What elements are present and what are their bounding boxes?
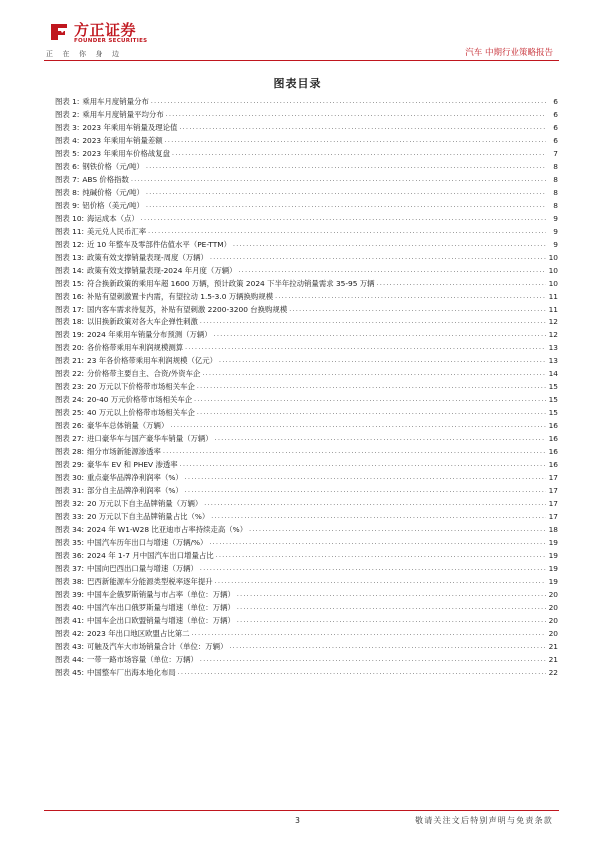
toc-entry-label [55, 187, 144, 200]
toc-figure-number: 图表 45: [55, 667, 85, 677]
toc-entry[interactable] [55, 472, 558, 485]
toc-dot-leader [141, 213, 546, 226]
toc-figure-title: 20 万元以下自主品牌销量（万辆） [87, 499, 203, 509]
toc-figure-number: 图表 21: [55, 356, 85, 366]
toc-dot-leader [237, 602, 546, 615]
toc-figure-title: 2024 年 1-7 月中国汽车出口增量占比 [87, 550, 214, 560]
toc-entry-label [55, 226, 146, 239]
toc-figure-number: 图表 15: [55, 278, 85, 288]
toc-entry[interactable] [55, 589, 558, 602]
toc-figure-number: 图表 19: [55, 330, 85, 340]
toc-figure-number: 图表 8: [55, 187, 80, 197]
toc-figure-number: 图表 14: [55, 265, 85, 275]
toc-figure-number: 图表 18: [55, 317, 85, 327]
toc-dot-leader [215, 576, 546, 589]
toc-page-number: 8 [553, 200, 558, 210]
toc-page-number: 9 [553, 213, 558, 223]
toc-dot-leader [197, 381, 546, 394]
founder-logo-icon [48, 20, 70, 42]
toc-dot-leader [233, 239, 546, 252]
toc-entry-label [55, 278, 375, 291]
toc-figure-number: 图表 23: [55, 382, 85, 392]
toc-entry[interactable] [55, 226, 558, 239]
toc-figure-title: 2023 年出口地区欧盟占比第二 [87, 628, 190, 638]
toc-figure-title: 补贴有望刺激置卡内需，有望拉动 1.5-3.0 万辆换购规模 [87, 291, 274, 301]
toc-entry[interactable] [55, 252, 558, 265]
toc-figure-title: 海运成本（点） [87, 213, 139, 223]
toc-dot-leader [204, 498, 546, 511]
toc-entry-label [55, 200, 144, 213]
toc-entry[interactable] [55, 135, 558, 148]
toc-figure-number: 图表 13: [55, 252, 85, 262]
toc-entry[interactable] [55, 420, 558, 433]
toc-entry[interactable] [55, 304, 558, 317]
toc-figure-title: 一带一路市场容量（单位：万辆） [87, 654, 198, 664]
toc-dot-leader [239, 265, 547, 278]
toc-entry-label [55, 667, 176, 680]
toc-entry-label [55, 304, 287, 317]
toc-figure-number: 图表 9: [55, 200, 80, 210]
toc-figure-number: 图表 16: [55, 291, 85, 301]
toc-figure-number: 图表 5: [55, 148, 80, 158]
toc-entry-label [55, 602, 235, 615]
toc-entry[interactable] [55, 628, 558, 641]
toc-page-number: 21 [548, 654, 558, 664]
toc-page-number: 15 [548, 408, 558, 418]
toc-figure-number: 图表 2: [55, 109, 80, 119]
toc-dot-leader [146, 161, 546, 174]
toc-entry-label [55, 381, 195, 394]
toc-figure-number: 图表 4: [55, 135, 80, 145]
footer-divider [44, 810, 559, 811]
toc-entry-label [55, 459, 178, 472]
toc-entry[interactable] [55, 394, 558, 407]
toc-dot-leader [237, 589, 546, 602]
toc-entry-label [55, 537, 207, 550]
toc-entry-label [55, 511, 209, 524]
toc-entry-label [55, 641, 227, 654]
toc-entry[interactable] [55, 511, 558, 524]
toc-figure-title: 铝价格（美元/吨） [82, 200, 144, 210]
toc-entry-label [55, 576, 213, 589]
toc-dot-leader [275, 291, 546, 304]
toc-figure-title: 国内客车需求待复苏，补贴有望刺激 2200-3200 台换购规模 [87, 304, 288, 314]
toc-page-number: 16 [548, 434, 558, 444]
toc-entry[interactable] [55, 161, 558, 174]
toc-page-number: 9 [553, 226, 558, 236]
toc-entry-label [55, 239, 231, 252]
toc-figure-number: 图表 17: [55, 304, 85, 314]
logo-chinese-text: 方正证券 [74, 21, 137, 39]
toc-dot-leader [185, 342, 546, 355]
toc-figure-number: 图表 20: [55, 343, 85, 353]
toc-figure-title: 20 万元以下价格带市场相关车企 [87, 382, 195, 392]
toc-entry[interactable] [55, 122, 558, 135]
toc-page-number: 14 [548, 369, 558, 379]
toc-entry[interactable] [55, 316, 558, 329]
toc-dot-leader [197, 407, 546, 420]
toc-page-number: 19 [548, 576, 558, 586]
toc-entry[interactable] [55, 148, 558, 161]
toc-entry[interactable] [55, 563, 558, 576]
toc-figure-number: 图表 6: [55, 161, 80, 171]
toc-dot-leader [210, 252, 546, 265]
toc-figure-title: 20-40 万元价格带市场相关车企 [87, 395, 193, 405]
toc-page-number: 10 [548, 265, 558, 275]
toc-entry[interactable] [55, 200, 558, 213]
toc-page-number: 21 [548, 641, 558, 651]
toc-figure-number: 图表 26: [55, 421, 85, 431]
toc-figure-title: 乘用车月度销量平均分布 [82, 109, 164, 119]
toc-figure-title: 豪华车总体销量（万辆） [87, 421, 169, 431]
toc-entry-label [55, 420, 168, 433]
toc-entry[interactable] [55, 550, 558, 563]
toc-dot-leader [249, 524, 546, 537]
toc-entry[interactable] [55, 667, 558, 680]
toc-figure-number: 图表 39: [55, 589, 85, 599]
toc-figure-number: 图表 29: [55, 460, 85, 470]
toc-dot-leader [200, 654, 546, 667]
toc-entry-label [55, 213, 139, 226]
toc-dot-leader [148, 226, 546, 239]
toc-entry[interactable] [55, 239, 558, 252]
toc-entry[interactable] [55, 446, 558, 459]
toc-page-number: 20 [548, 589, 558, 599]
toc-entry[interactable] [55, 433, 558, 446]
toc-entry-label [55, 550, 214, 563]
toc-dot-leader [178, 667, 546, 680]
toc-figure-title: 纯碱价格（元/吨） [82, 187, 144, 197]
toc-entry-label [55, 394, 192, 407]
toc-figure-number: 图表 42: [55, 628, 85, 638]
toc-entry[interactable] [55, 524, 558, 537]
toc-entry-label [55, 368, 200, 381]
toc-page-number: 6 [553, 135, 558, 145]
toc-entry-label [55, 472, 183, 485]
toc-figure-title: 2023 年乘用车销量差额 [82, 135, 163, 145]
toc-figure-title: 各价格带乘用车利润规模测算 [87, 343, 184, 353]
toc-entry-label [55, 615, 235, 628]
toc-entry[interactable] [55, 291, 558, 304]
disclaimer-text: 敬请关注文后特别声明与免责条款 [415, 816, 553, 825]
toc-figure-title: 部分自主品牌净利润率（%） [87, 486, 183, 496]
toc-page-number: 10 [548, 278, 558, 288]
toc-dot-leader [146, 187, 546, 200]
toc-entry-label [55, 96, 149, 109]
toc-page-number: 13 [548, 343, 558, 353]
toc-figure-title: 乘用车月度销量分布 [82, 97, 149, 106]
toc-dot-leader [172, 148, 546, 161]
toc-page-number: 9 [553, 239, 558, 249]
toc-dot-leader [216, 550, 546, 563]
logo-english-text: FOUNDER SECURITIES [74, 38, 148, 44]
toc-entry[interactable] [55, 213, 558, 226]
toc-figure-title: 2023 年乘用车销量及理论值 [82, 122, 178, 132]
toc-figure-title: 美元兑人民币汇率 [87, 226, 147, 236]
toc-entry[interactable] [55, 654, 558, 667]
toc-entry[interactable] [55, 602, 558, 615]
toc-entry-label [55, 342, 183, 355]
toc-figure-number: 图表 33: [55, 512, 85, 521]
toc-figure-title: 2024 年乘用车销量分布预测（万辆） [87, 330, 212, 340]
page-header [0, 0, 595, 62]
toc-entry[interactable] [55, 381, 558, 394]
toc-figure-title: 重点豪华品牌净利润率（%） [87, 473, 183, 483]
toc-page-number: 20 [548, 602, 558, 612]
toc-page-number: 11 [548, 291, 558, 301]
toc-entry[interactable] [55, 537, 558, 550]
toc-figure-number: 图表 30: [55, 473, 85, 483]
toc-page-number: 7 [553, 148, 558, 158]
toc-figure-number: 图表 7: [55, 174, 80, 184]
toc-figure-title: 巴西新能源车分能源类型税率逐年提升 [87, 576, 213, 586]
toc-page-number: 6 [553, 109, 558, 119]
toc-entry-label [55, 148, 170, 161]
toc-dot-leader [377, 278, 546, 291]
toc-figure-number: 图表 44: [55, 654, 85, 664]
figure-list [55, 96, 558, 680]
toc-entry[interactable] [55, 641, 558, 654]
toc-dot-leader [289, 304, 546, 317]
toc-figure-number: 图表 22: [55, 369, 85, 379]
toc-figure-title: 中国汽车历年出口与增速（万辆/%） [87, 537, 208, 547]
toc-figure-title: 钢铁价格（元/吨） [82, 161, 144, 171]
toc-entry-label [55, 498, 202, 511]
toc-dot-leader [229, 641, 546, 654]
toc-page-number: 8 [553, 174, 558, 184]
toc-entry[interactable] [55, 187, 558, 200]
toc-page-number: 8 [553, 161, 558, 171]
toc-figure-number: 图表 41: [55, 615, 85, 625]
toc-page-number: 15 [548, 382, 558, 392]
toc-page-number: 20 [548, 615, 558, 625]
toc-entry-label [55, 109, 164, 122]
toc-entry-label [55, 122, 177, 135]
toc-entry-label [55, 329, 212, 342]
toc-dot-leader [237, 615, 546, 628]
toc-dot-leader [163, 446, 546, 459]
toc-dot-leader [192, 628, 547, 641]
toc-figure-number: 图表 12: [55, 239, 85, 249]
toc-figure-title: 以旧换新政策对各大车企弹性刺激 [87, 317, 198, 327]
toc-dot-leader [219, 355, 546, 368]
toc-entry[interactable] [55, 174, 558, 187]
toc-entry[interactable] [55, 368, 558, 381]
toc-figure-title: ABS 价格指数 [82, 174, 129, 184]
toc-page-number: 15 [548, 395, 558, 405]
toc-page-number: 12 [548, 317, 558, 327]
toc-entry[interactable] [55, 459, 558, 472]
toc-page-number: 16 [548, 447, 558, 457]
toc-figure-number: 图表 40: [55, 602, 85, 612]
toc-figure-title: 符合换新政策的乘用车超 1600 万辆，预计政策 2024 下半年拉动销量需求 35-95 万辆 [87, 278, 375, 288]
toc-figure-number: 图表 32: [55, 499, 85, 509]
toc-figure-title: 中国车企俄罗斯销量与市占率（单位：万辆） [87, 589, 235, 599]
toc-page-number: 12 [548, 330, 558, 340]
toc-figure-number: 图表 36: [55, 550, 85, 560]
header-divider [44, 60, 559, 61]
toc-page-number: 17 [548, 486, 558, 496]
toc-entry-label [55, 407, 195, 420]
toc-figure-title: 豪华车 EV 和 PHEV 渗透率 [87, 460, 178, 470]
toc-dot-leader [166, 109, 546, 122]
toc-entry-label [55, 524, 247, 537]
toc-entry-label [55, 161, 144, 174]
toc-figure-title: 进口豪华车与国产豪华车销量（万辆） [87, 434, 213, 444]
toc-figure-number: 图表 37: [55, 563, 85, 573]
toc-dot-leader [151, 96, 546, 109]
toc-dot-leader [209, 537, 546, 550]
toc-title: 图表目录 [273, 77, 322, 90]
toc-entry-label [55, 135, 163, 148]
toc-figure-title: 政策有效支撑销量表现-周度（万辆） [87, 252, 208, 262]
toc-dot-leader [215, 433, 546, 446]
toc-page-number: 19 [548, 563, 558, 573]
toc-figure-number: 图表 28: [55, 447, 85, 457]
toc-entry[interactable] [55, 329, 558, 342]
toc-entry[interactable] [55, 109, 558, 122]
toc-figure-title: 40 万元以上价格带市场相关车企 [87, 408, 195, 418]
toc-figure-number: 图表 3: [55, 122, 80, 132]
toc-page-number: 8 [553, 187, 558, 197]
toc-figure-number: 图表 43: [55, 641, 85, 651]
toc-dot-leader [131, 174, 546, 187]
toc-entry[interactable] [55, 342, 558, 355]
toc-figure-number: 图表 25: [55, 408, 85, 418]
toc-page-number: 22 [548, 667, 558, 677]
toc-entry-label [55, 485, 183, 498]
toc-figure-number: 图表 24: [55, 395, 85, 405]
toc-entry-label [55, 433, 213, 446]
toc-figure-title: 23 年各价格带乘用车利润规模（亿元） [87, 356, 218, 366]
toc-entry[interactable] [55, 485, 558, 498]
toc-page-number: 19 [548, 550, 558, 560]
toc-figure-number: 图表 10: [55, 213, 85, 223]
toc-entry[interactable] [55, 576, 558, 589]
toc-figure-title: 中国整车厂出海本地化布局 [87, 667, 176, 677]
toc-dot-leader [200, 316, 546, 329]
toc-entry-label [55, 446, 161, 459]
toc-dot-leader [146, 200, 546, 213]
toc-dot-leader [179, 122, 546, 135]
toc-dot-leader [180, 459, 546, 472]
toc-figure-number: 图表 38: [55, 576, 85, 586]
toc-dot-leader [165, 135, 546, 148]
toc-page-number: 20 [548, 628, 558, 638]
toc-figure-number: 图表 27: [55, 434, 85, 444]
company-slogan: 正在你身边 [46, 50, 129, 58]
toc-dot-leader [185, 485, 546, 498]
toc-entry-label [55, 563, 198, 576]
toc-entry-label [55, 291, 273, 304]
toc-entry-label [55, 265, 237, 278]
toc-figure-title: 2023 年乘用车价格战复盘 [82, 148, 171, 158]
toc-entry[interactable] [55, 278, 558, 291]
toc-figure-title: 政策有效支撑销量表现-2024 年月度（万辆） [87, 265, 237, 275]
toc-page-number: 6 [553, 97, 558, 106]
toc-page-number: 6 [553, 122, 558, 132]
toc-figure-title: 中国车企出口欧盟销量与增速（单位：万辆） [87, 615, 235, 625]
toc-page-number: 10 [548, 252, 558, 262]
toc-page-number: 17 [548, 499, 558, 509]
toc-page-number: 17 [548, 512, 558, 521]
toc-entry-label [55, 628, 190, 641]
toc-page-number: 16 [548, 421, 558, 431]
toc-dot-leader [200, 563, 546, 576]
toc-figure-number: 图表 31: [55, 486, 85, 496]
toc-page-number: 19 [548, 537, 558, 547]
report-type-label: 汽车 中期行业策略报告 [465, 48, 553, 58]
toc-dot-leader [194, 394, 546, 407]
toc-figure-title: 细分市场新能源渗透率 [87, 447, 161, 457]
toc-entry[interactable] [55, 96, 558, 109]
toc-figure-title: 中国汽车出口俄罗斯量与增速（单位：万辆） [87, 602, 235, 612]
toc-figure-number: 图表 11: [55, 226, 85, 236]
toc-figure-number: 图表 1: [55, 97, 80, 106]
toc-entry[interactable] [55, 615, 558, 628]
toc-entry-label [55, 252, 208, 265]
toc-dot-leader [170, 420, 546, 433]
toc-figure-title: 可触及汽车大市场销量合计（单位：万辆） [87, 641, 228, 651]
toc-dot-leader [202, 368, 546, 381]
toc-entry-label [55, 174, 129, 187]
toc-dot-leader [185, 472, 546, 485]
toc-page-number: 17 [548, 473, 558, 483]
toc-entry-label [55, 355, 217, 368]
toc-figure-title: 20 万元以下自主品牌销量占比（%） [87, 512, 210, 521]
toc-entry[interactable] [55, 407, 558, 420]
toc-page-number: 16 [548, 460, 558, 470]
toc-entry[interactable] [55, 355, 558, 368]
toc-figure-title: 分价格带主要自主、合资/外资车企 [87, 369, 201, 379]
page-number: 3 [295, 816, 300, 825]
toc-figure-title: 中国向巴西出口量与增速（万辆） [87, 563, 198, 573]
toc-dot-leader [211, 511, 546, 524]
toc-page-number: 13 [548, 356, 558, 366]
toc-figure-title: 2024 年 W1-W28 比亚迪市占率持续走高（%） [87, 524, 248, 534]
toc-figure-title: 近 10 年整车及零部件估值水平（PE-TTM） [87, 239, 231, 249]
toc-figure-number: 图表 34: [55, 524, 85, 534]
toc-page-number: 18 [548, 524, 558, 534]
toc-entry[interactable] [55, 265, 558, 278]
toc-page-number: 11 [548, 304, 558, 314]
toc-entry-label [55, 654, 198, 667]
toc-entry-label [55, 589, 235, 602]
toc-figure-number: 图表 35: [55, 537, 85, 547]
toc-entry[interactable] [55, 498, 558, 511]
toc-entry-label [55, 316, 198, 329]
toc-dot-leader [214, 329, 546, 342]
